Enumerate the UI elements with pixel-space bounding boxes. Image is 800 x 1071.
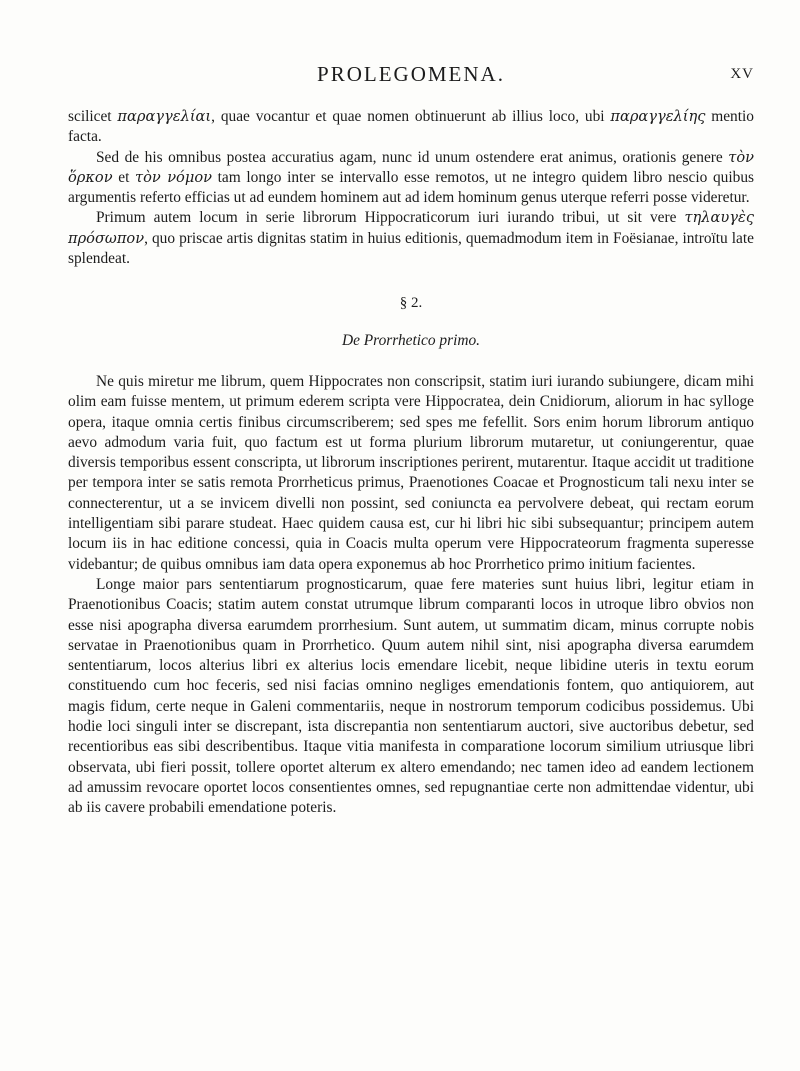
text-run: mentio facta. (68, 108, 754, 146)
intro-paragraph-2 (68, 148, 754, 209)
greek-term: τὸν νόμον (135, 168, 212, 186)
text-block (68, 107, 754, 819)
greek-term: παραγγελίαι (117, 108, 212, 125)
section-number: § 2. (399, 295, 423, 312)
text-run: Sed de his omnibus postea accuratius agam, nunc id unum ostendere erat animus, orationis genere (96, 148, 729, 166)
text-run: Primum autem locum in serie librorum Hippocraticorum iuri iurando tribui, ut sit vere (96, 209, 685, 227)
text-run: tam longo inter se intervallo esse remotos, ut ne integro quidem libro nescio quibus argumentis referto efficias ut ad eundem hominem aut ad idem hominum genus uterque referri posse videretur. (68, 168, 754, 207)
running-title: PROLEGOMENA. (317, 62, 505, 86)
text-run: scilicet (68, 108, 118, 125)
greek-term: τὸν ὅρκον (68, 148, 754, 186)
section-title: De Prorrhetico primo. (341, 331, 481, 349)
text-run: , quae vocantur et quae nomen obtinuerunt ab illius loco, ubi (211, 108, 611, 125)
text-run: , quo priscae artis dignitas statim in huius editionis, quemadmodum item in Foësianae, introïtu late splendeat. (68, 229, 754, 268)
running-head (68, 62, 754, 92)
body-paragraph-1: Ne quis miretur me librum, quem Hippocrates non conscripsit, statim iuri iurando subiungere, dicam mihi olim eam fuisse mentem, ut primum ederem scripta vere Hippocratea, dein Cnidiorum, aliorum in hac sylloge opera, itaque omnia certis finibus circumscriberem; sed spes me fefellit. Sors enim horum librorum antiquo aevo admodum varia fuit, quo factum est ut forma plurium librorum mutaretur, ut coniungerentur, quae diversis temporibus essent conscripta, ut librorum inscriptiones perirent, mutarentur. Itaque accidit ut traditione per tempora inter se satis remota Prorrheticus primus, Praenotiones Coacae et Prognosticum tali nexu inter se connecterentur, ut a se invicem divelli non possint, sed coniuncta ea pervolvere debeat, qui rectam eorum intelligentiam sibi parare studeat. Haec quidem causa est, cur hi libri hic sibi subsequantur; principem autem locum iis in hac editione concessi, quia in Coacis multa operum vere Hippocrateorum fragmenta superesse videbantur; de quibus omnibus iam data opera exponemus ab hoc Prorrhetico primo initium facientes. (68, 372, 754, 573)
intro-paragraph-3 (68, 208, 754, 269)
intro-paragraph-1 (68, 107, 754, 148)
greek-term: τηλαυγὲς πρόσωπον (68, 209, 754, 247)
greek-term: παραγγελίης (610, 108, 706, 125)
text-run: et (112, 168, 136, 186)
body-paragraph-2: Longe maior pars sententiarum prognosticarum, quae fere materies sunt huius libri, legitur etiam in Praenotionibus Coacis; statim autem constat utrumque librum comparanti locos in utroque libro obvios non esse nisi apographa diversa earumdem prorrhesium. Sunt autem, ut summatim dicam, minus corrupte nobis servatae in Praenotionibus quam in Prorrhetico. Quum autem nihil sint, nisi apographa diversa earumdem sententiarum, locos alterius libri ex alterius locis emendare licebit, neque libidine uteris in textu eorum constituendo cum hoc feceris, sed nisi facias omnino negliges emendationis fontem, quo antiquiorem, aut magis fidum, certe neque in Galeni commentariis, neque in nostrorum temporum codicibus possidemus. Ubi hodie loci singuli inter se discrepant, ista discrepantia non sententiarum auctori, sive auctoribus debetur, sed recentioribus eas sibi describentibus. Itaque vitia manifesta in comparatione locorum similium utriusque libri observata, ubi fieri possit, tollere oportet alterum ex altero emendando; nec tamen ideo ad eandem lectionem ad amussim revocare oportet locos consentientes omnes, sed repugnantiae certe non admittendae videntur, ubi ab iis cavere probabili emendatione poteris. (68, 575, 754, 817)
page-number: XV (730, 66, 754, 82)
